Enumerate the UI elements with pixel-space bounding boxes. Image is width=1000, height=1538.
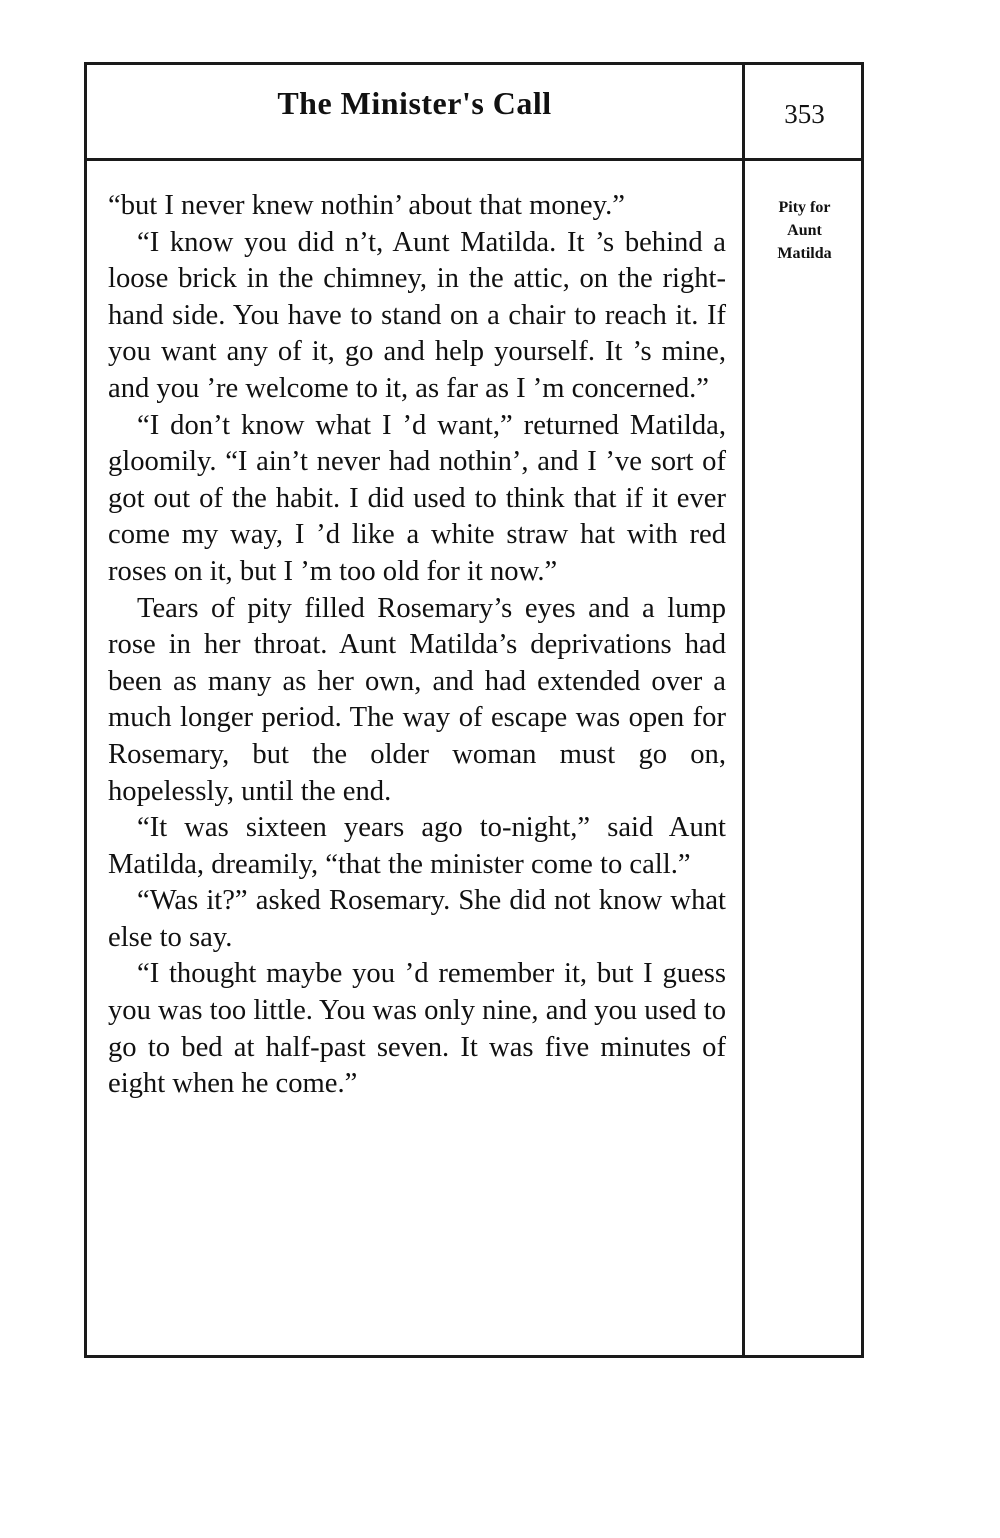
marginal-note-line: Pity for [778,199,831,216]
page-frame [84,62,864,1358]
paragraph: “I thought maybe you ’d remember it, but I guess you was too little. You was only nine, and you used to go to bed at half-past seven. It was five minutes of eight when he come.” [108,958,726,1100]
marginal-note-line: Aunt [787,222,822,239]
body-text [108,188,726,1103]
running-title: The Minister's Call [277,85,552,121]
paragraph: “Was it?” asked Rosemary. She did not know what else to say. [108,885,726,953]
paragraph: “It was sixteen years ago to-night,” said Aunt Matilda, dreamily, “that the minister come to call.” [108,812,726,880]
paragraph: Tears of pity filled Rosemary’s eyes and a lump rose in her throat. Aunt Matilda’s deprivations had been as many as her own, and had extended over a much longer period. The way of escape was open for Rosemary, but the older woman must go on, hopelessly, until the end. [108,592,726,807]
paragraph-continuation: “but I never knew nothin’ about that money.” [108,190,625,221]
paragraph: “I don’t know what I ’d want,” returned Matilda, gloomily. “I ain’t never had nothin’, and I ’ve sort of got out of the habit. I did used to think that if it ever come my way, I ’d like a white straw hat with red roses on it, but I ’m too old for it now.” [108,409,726,587]
marginal-note [745,196,864,265]
paragraph: “I know you did n’t, Aunt Matilda. It ’s behind a loose brick in the chimney, in the attic, on the right-hand side. You have to stand on a chair to reach it. If you want any of it, go and help yourself. It ’s mine, and you ’re welcome to it, as far as I ’m concerned.” [108,226,726,404]
marginal-note-line: Matilda [777,245,832,262]
page-number: 353 [784,99,825,129]
